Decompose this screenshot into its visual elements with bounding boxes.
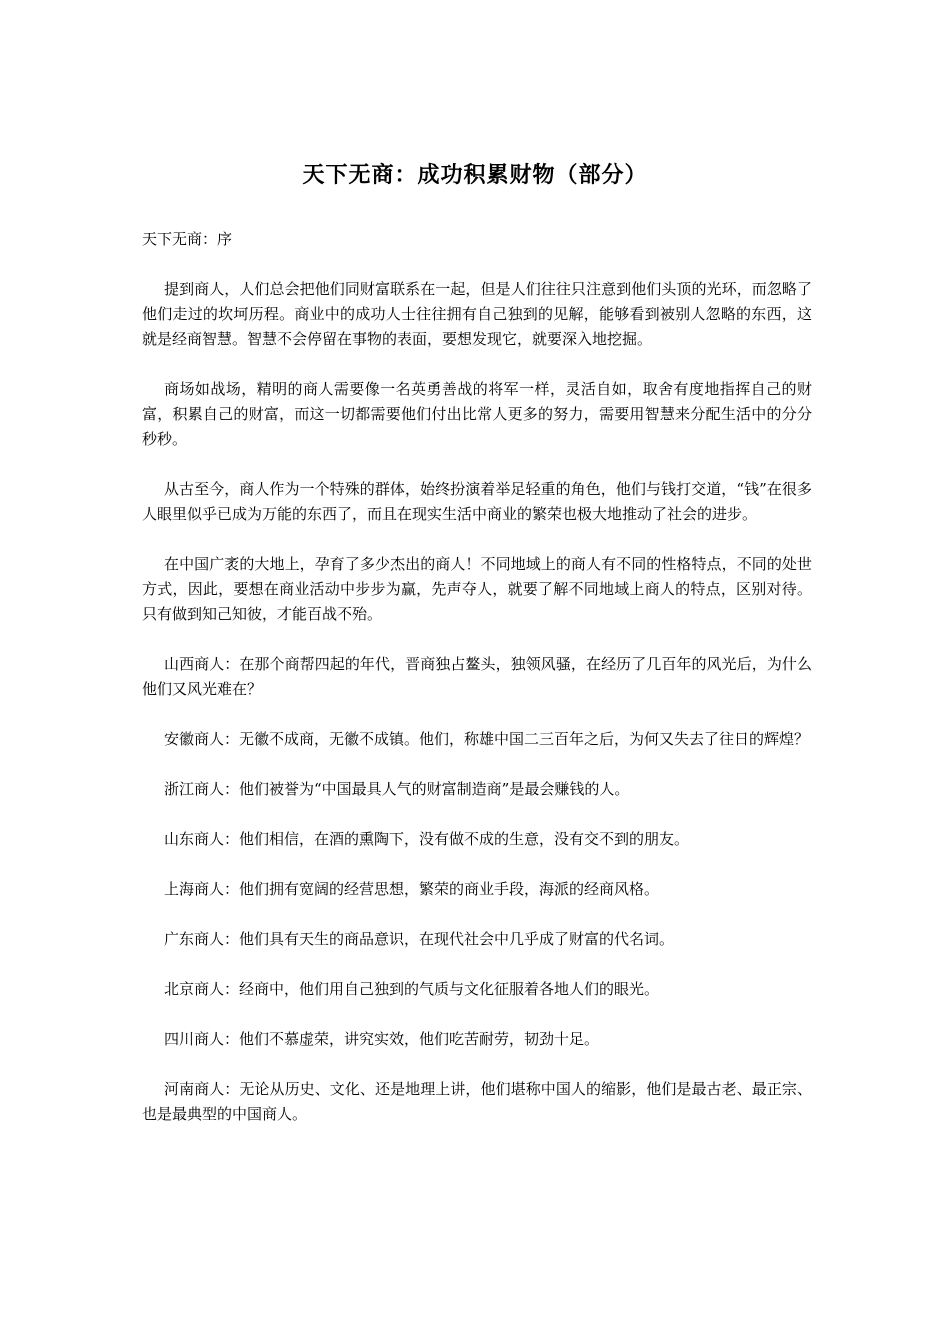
paragraph-henan: 河南商人：无论从历史、文化、还是地理上讲，他们堪称中国人的缩影，他们是最古老、最正宗、也是最典型的中国商人。	[142, 1080, 812, 1123]
paragraph-history: 从古至今，商人作为一个特殊的群体，始终扮演着举足轻重的角色，他们与钱打交道，“钱”在很多人眼里似乎已成为万能的东西了，而且在现实生活中商业的繁荣也极大地推动了社会的进步。	[142, 480, 812, 523]
document-body	[142, 227, 812, 1152]
paragraph-regions: 在中国广袤的大地上，孕育了多少杰出的商人！不同地域上的商人有不同的性格特点，不同的处世方式，因此，要想在商业活动中步步为赢，先声夺人，就要了解不同地域上商人的特点，区别对待。只有做到知己知彼，才能百战不殆。	[142, 555, 812, 623]
document-title: 天下无商：成功积累财物（部分）	[302, 163, 648, 188]
paragraph-shanghai: 上海商人：他们拥有宽阔的经营思想，繁荣的商业手段，海派的经商风格。	[164, 880, 660, 898]
paragraph-shandong: 山东商人：他们相信，在酒的熏陶下，没有做不成的生意，没有交不到的朋友。	[164, 830, 690, 848]
paragraph-anhui: 安徽商人：无徽不成商，无徽不成镇。他们，称雄中国二三百年之后，为何又失去了往日的辉煌？	[164, 730, 810, 748]
paragraph-guangdong: 广东商人：他们具有天生的商品意识，在现代社会中几乎成了财富的代名词。	[164, 930, 675, 948]
paragraph-sichuan: 四川商人：他们不慕虚荣，讲究实效，他们吃苦耐劳，韧劲十足。	[164, 1030, 600, 1048]
paragraph-intro: 提到商人，人们总会把他们同财富联系在一起，但是人们往往只注意到他们头顶的光环，而忽略了他们走过的坎坷历程。商业中的成功人士往往拥有自己独到的见解，能够看到被别人忽略的东西，这就是经商智慧。智慧不会停留在事物的表面，要想发现它，就要深入地挖掘。	[142, 280, 812, 348]
paragraph-battlefield: 商场如战场，精明的商人需要像一名英勇善战的将军一样，灵活自如，取舍有度地指挥自己的财富，积累自己的财富，而这一切都需要他们付出比常人更多的努力，需要用智慧来分配生活中的分分秒秒。	[142, 380, 812, 448]
paragraph-beijing: 北京商人：经商中，他们用自己独到的气质与文化征服着各地人们的眼光。	[164, 980, 660, 998]
section-heading: 天下无商：序	[142, 230, 233, 248]
paragraph-zhejiang: 浙江商人：他们被誉为“中国最具人气的财富制造商”是最会赚钱的人。	[164, 780, 630, 798]
paragraph-shanxi: 山西商人：在那个商帮四起的年代，晋商独占鳌头，独领风骚，在经历了几百年的风光后，为什么他们又风光难在？	[142, 655, 812, 698]
